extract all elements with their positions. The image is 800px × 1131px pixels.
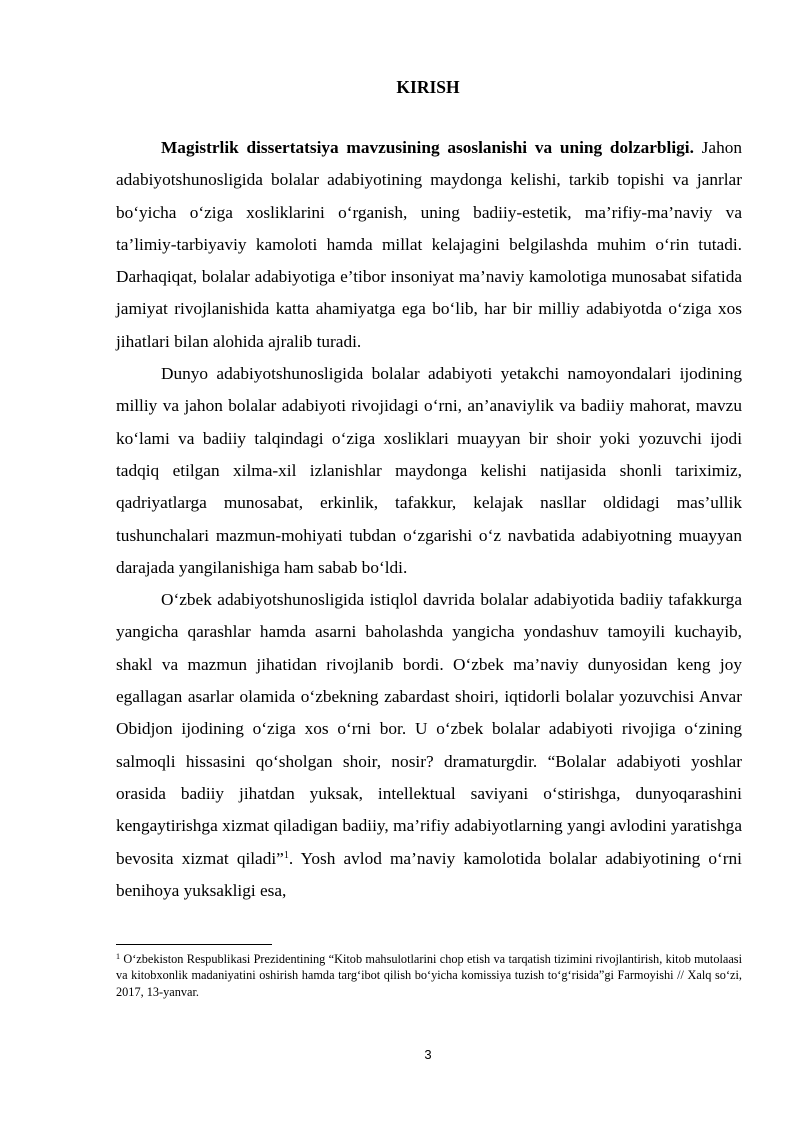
paragraph [116,358,742,584]
footnote [116,951,742,1000]
footnote-separator [116,944,272,945]
page-number: 3 [424,1047,432,1062]
paragraph-text: O‘zbek adabiyotshunosligida istiqlol davrida bolalar adabiyotida badiiy tafakkurga yangicha qarashlar hamda asarni baholashda yangicha yondashuv tamoyili kuchayib, shakl va mazmun jihatidan rivojlanib bordi. O‘zbek ma’naviy dunyosidan keng joy egallagan asarlar olamida o‘zbekning zabardast shoiri, iqtidorli bolalar yozuvchisi Anvar Obidjon ijodining o‘ziga xos o‘rni bor. U o‘zbek bolalar adabiyoti rivojiga o‘zining salmoqli hissasini qo‘sholgan shoir, nosir? dramaturgdir. “Bolalar adabiyoti yoshlar orasida badiiy jihatdan yuksak, intellektual saviyani o‘stirishga, dunyoqarashini kengaytirishga xizmat qiladigan badiiy, ma’rifiy adabiyotlarning yangi avlodini yaratishga bevosita xizmat qiladi” [116,590,742,868]
paragraph-title: Magistrlik dissertatsiya mavzusining asoslanishi va uning dolzarbligi. [161,138,694,157]
paragraph [116,584,742,907]
paragraph-text: Dunyo adabiyotshunosligida bolalar adabiyoti yetakchi namoyondalari ijodining milliy va jahon bolalar adabiyoti rivojidagi o‘rni, an’anaviylik va badiiy mahorat, mavzu ko‘lami va badiiy talqindagi o‘ziga xosliklari muayyan bir shoir yoki yozuvchi ijodi tadqiq etilgan xilma-xil izlanishlar maydonga kelishi natijasida shonli tariximiz, qadriyatlarga munosabat, erkinlik, tafakkur, kelajak nasllar oldidagi mas’ullik tushunchalari mazmun-mohiyati tubdan o‘zgarishi o‘z navbatida adabiyotning muayyan darajada yangilanishiga ham sabab bo‘ldi. [116,364,742,577]
paragraph-text-continued: . Yosh avlod ma’naviy kamolotida bolalar adabiyotining o‘rni benihoya yuksakligi esa, [116,848,742,900]
body-text [116,132,742,907]
footnote-marker: 1 [116,952,120,961]
paragraph [116,132,742,358]
section-heading: KIRISH [396,77,460,97]
footnote-text: O‘zbekiston Respublikasi Prezidentining “Kitob mahsulotlarini chop etish va tarqatish tizimini rivojlantirish, kitob mutolaasi va kitobxonlik madaniyatini oshirish hamda targ‘ibot qilish bo‘yicha komissiya tuzish to‘g‘risida”gi Farmoyishi // Xalq so‘zi, 2017, 13-yanvar. [116,952,742,999]
paragraph-text: Jahon adabiyotshunosligida bolalar adabiyotining maydonga kelishi, tarkib topishi va janrlar bo‘yicha o‘ziga xosliklarini o‘rganish, uning badiiy-estetik, ma’rifiy-ma’naviy va ta’limiy-tarbiyaviy kamoloti hamda millat kelajagini belgilashda muhim o‘rin tutadi. Darhaqiqat, bolalar adabiyotiga e’tibor insoniyat ma’naviy kamolotiga munosabat sifatida jamiyat rivojlanishida katta ahamiyatga ega bo‘lib, har bir milliy adabiyotda o‘ziga xos jihatlari bilan alohida ajralib turadi. [116,138,742,351]
footnote-reference[interactable]: 1 [283,849,289,861]
